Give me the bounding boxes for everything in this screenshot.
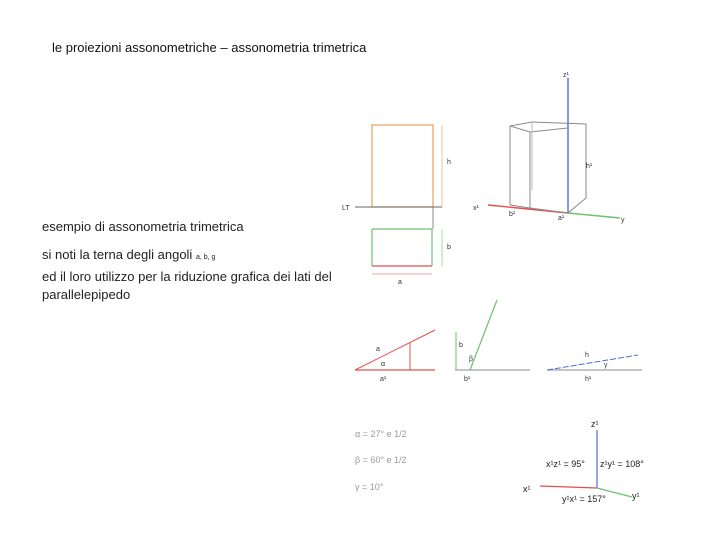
gamma-value: γ = 10°	[355, 482, 384, 492]
alpha-symbol: α	[381, 361, 386, 368]
box-top	[510, 126, 568, 132]
title-sub: – assonometria trimetrica	[216, 40, 367, 55]
angles-list: a, b, g	[195, 254, 216, 261]
alpha-hyp	[355, 330, 435, 370]
box-outline	[510, 122, 586, 213]
axonometric-box	[473, 72, 625, 224]
aa-z1y1-label: z¹y¹ = 108°	[600, 459, 644, 469]
beta-b-label: b	[459, 342, 463, 349]
axon-x1-label: x¹	[473, 205, 479, 212]
beta-symbol: β	[469, 356, 474, 363]
gamma-symbol: γ	[604, 362, 608, 369]
axon-y-label: y	[621, 217, 625, 224]
angle-values	[355, 429, 407, 492]
reduction-gamma	[547, 352, 642, 383]
axon-b1-label: b¹	[509, 211, 516, 218]
aa-y1x1-label: y¹x¹ = 157°	[562, 494, 606, 504]
aa-y1-label: y¹	[632, 491, 640, 501]
beta-hyp	[470, 300, 497, 370]
proj-a-label: a	[398, 279, 402, 286]
description-line-2-text: si noti la terna degli angoli	[42, 247, 193, 262]
alpha-value: α = 27° e 1/2	[355, 429, 407, 439]
axis-angles-diagram	[523, 419, 644, 504]
axon-h1-label: h¹	[586, 163, 593, 170]
reduction-alpha	[355, 330, 435, 383]
description-line-3: ed il loro utilizzo per la riduzione grafica dei lati del	[42, 269, 332, 284]
elevation-rect	[372, 125, 433, 207]
alpha-a-label: a	[376, 346, 380, 353]
proj-h-label: h	[447, 159, 451, 166]
gamma-hyp	[547, 355, 638, 370]
proj-b-label: b	[447, 244, 451, 251]
axon-z1-label: z¹	[563, 72, 569, 79]
axon-a1-label: a¹	[558, 215, 565, 222]
box-edge-bottom-right	[530, 208, 568, 213]
beta-value: β = 60° e 1/2	[355, 455, 407, 465]
alpha-a1-label: a¹	[380, 376, 387, 383]
reduction-beta	[455, 300, 530, 383]
aa-x-axis	[540, 486, 597, 488]
description-line-1: esempio di assonometria trimetrica	[42, 219, 244, 234]
beta-b1-label: b¹	[464, 376, 471, 383]
y-axis	[568, 213, 620, 218]
lt-label: LT	[342, 205, 350, 212]
gamma-h-label: h	[585, 352, 589, 359]
title-main: le proiezioni assonometriche	[52, 40, 217, 55]
aa-z1-label: z¹	[591, 419, 599, 429]
description-line-4: parallelepipedo	[42, 287, 131, 302]
aa-x1z1-label: x¹z¹ = 95°	[546, 459, 585, 469]
orthogonal-projections	[342, 125, 451, 286]
aa-x1-label: x¹	[523, 484, 531, 494]
gamma-h1-label: h¹	[585, 376, 592, 383]
